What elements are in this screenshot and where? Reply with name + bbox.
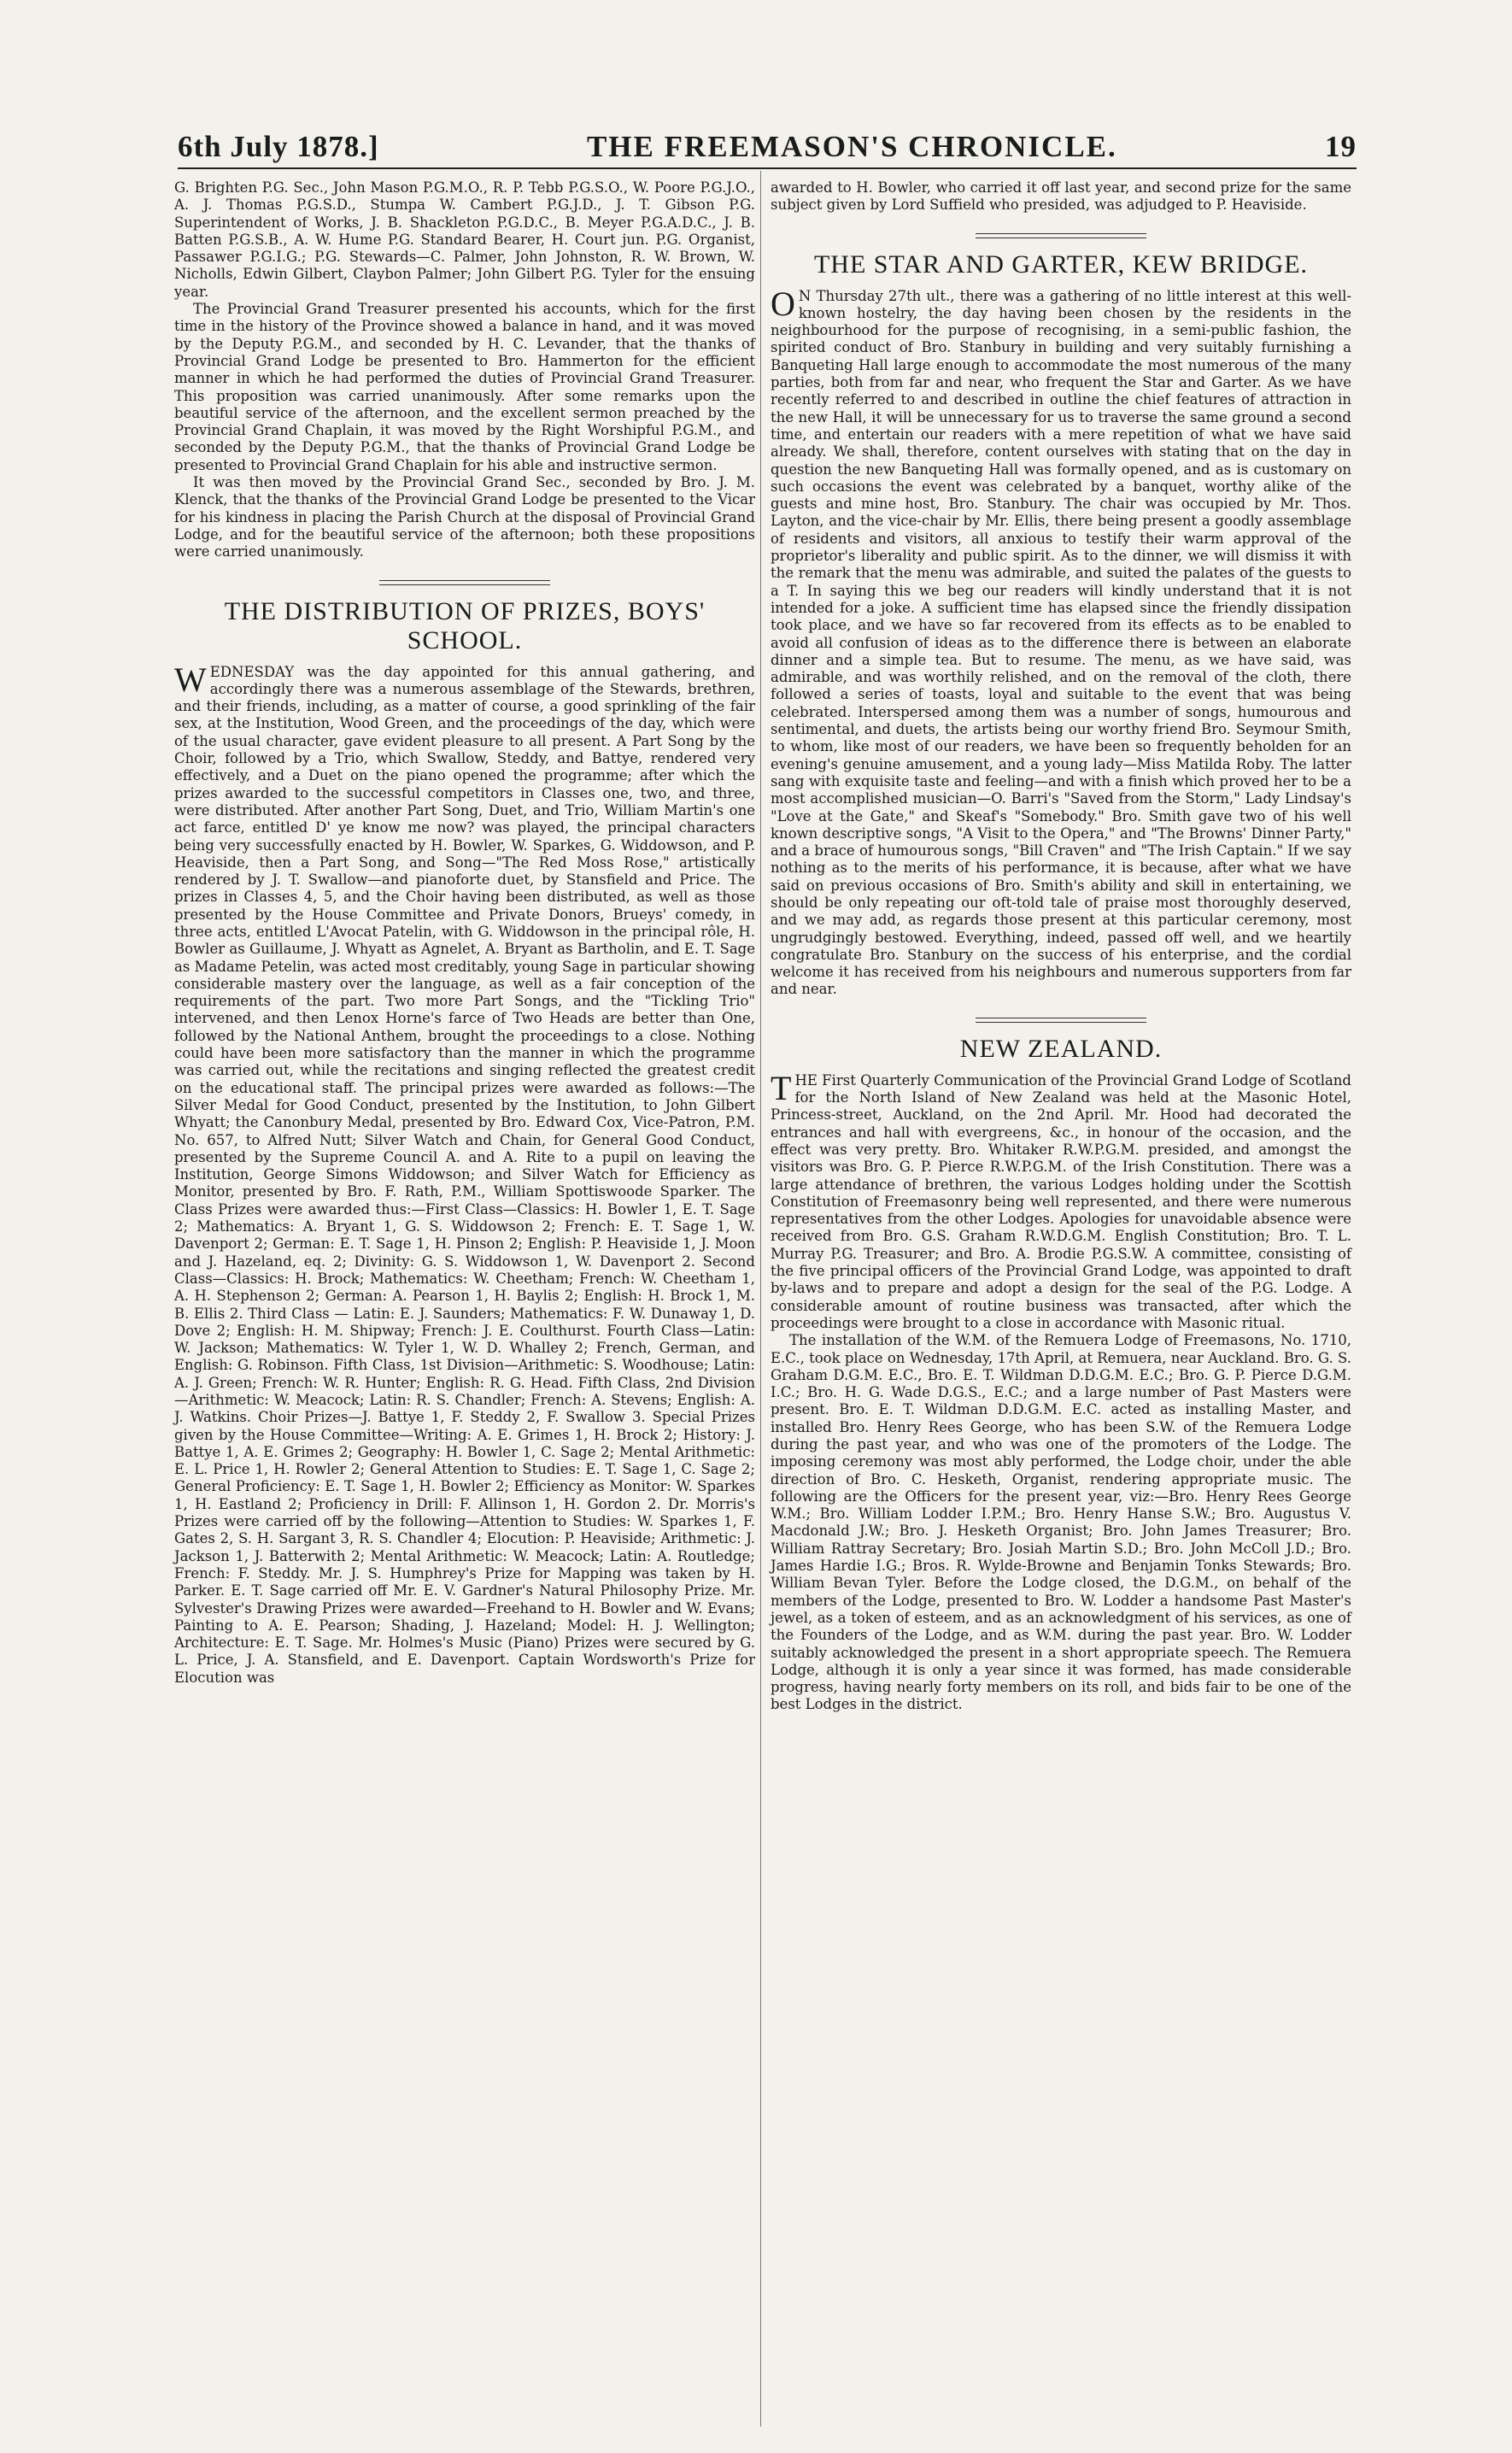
section-separator xyxy=(976,233,1146,238)
prizes-text: EDNESDAY was the day appointed for this annual gathering, and accordingly there was a numerous assemblage of the Stewards, brethren, and their friends, including, as a matter of course, a good sprinkling of the fair sex, at the Institution, Wood Green, and the proceedings of the day, which were of the usual character, gave evident pleasure to all present. A Part Song by the Choir, followed by a Trio, which Swallow, Steddy, and Battye, rendered very effectively, and a Duet on the piano opened the programme; after which the prizes awarded to the successful competitors in Classes one, two, and three, were distributed. After another Part Song, Duet, and Trio, William Martin's one act farce, entitled D' ye know me now? was played, the principal characters being very successfully enacted by H. Bowler, W. Sparkes, G. Widdowson, and P. Heaviside, then a Part Song, and Song—"The Red Moss Rose," artistically rendered by J. T. Swallow—and pianoforte duet, by Stansfield and Price. The prizes in Classes 4, 5, and the Choir having been distributed, as well as those presented by the House Committee and Private Donors, Brueys' comedy, in three acts, entitled L'Avocat Patelin, with G. Widdowson in the principal rôle, H. Bowler as Guillaume, J. Whyatt as Agnelet, A. Bryant as Bartholin, and E. T. Sage as Madame Petelin, was acted most creditably, young Sage in particular showing considerable mastery over the language, as well as a fair conception of the requirements of the part. Two more Part Songs, and the "Tickling Trio" intervened, and then Lenox Horne's farce of Two Heads are better than One, followed by the National Anthem, brought the proceedings to a close. Nothing could have been more satisfactory than the manner in which the programme was carried out, while the recitations and singing reflected the greatest credit on the educational staff. The principal prizes were awarded as follows:—The Silver Medal for Good Conduct, presented by the Institution, to John Gilbert Whyatt; the Canonbury Medal, presented by Bro. Edward Cox, Vice-Patron, P.M. No. 657, to Alfred Nutt; Silver Watch and Chain, for General Good Conduct, presented by the Supreme Council A. and A. Rite to a pupil on leaving the Institution, George Simons Widdowson; and Silver Watch for Efficiency as Monitor, presented by Bro. F. Rath, P.M., William Spottiswoode Sparker. The Class Prizes were awarded thus:—First Class—Classics: H. Bowler 1, E. T. Sage 2; Mathematics: A. Bryant 1, G. S. Widdowson 2; French: E. T. Sage 1, W. Davenport 2; German: E. T. Sage 1, H. Pinson 2; English: P. Heaviside 1, J. Moon and J. Hazeland, eq. 2; Divinity: G. S. Widdowson 1, W. Davenport 2. Second Class—Classics: H. Brock; Mathematics: W. Cheetham; French: W. Cheetham 1, A. H. Stephenson 2; German: A. Pearson 1, H. Baylis 2; English: H. Brock 1, M. B. Ellis 2. Third Class — Latin: E. J. Saunders; Mathematics: F. W. Dunaway 1, D. Dove 2; English: H. M. Shipway; French: J. E. Coulthurst. Fourth Class—Latin: W. Jackson; Mathematics: W. Tyler 1, W. D. Whalley 2; French, German, and English: G. Robinson. Fifth Class, 1st Division—Arithmetic: S. Woodhouse; Latin: A. J. Green; French: W. R. Hunter; English: R. G. Head. Fifth Class, 2nd Division—Arithmetic: W. Meacock; Latin: R. S. Chandler; French: A. Stevens; English: A. J. Watkins. Choir Prizes—J. Battye 1, F. Steddy 2, F. Swallow 3. Special Prizes given by the House Committee—Writing: A. E. Grimes 1, H. Brock 2; History: J. Battye 1, A. E. Grimes 2; Geography: H. Bowler 1, C. Sage 2; Mental Arithmetic: E. L. Price 1, H. Rowler 2; General Attention to Studies: E. T. Sage 1, C. Sage 2; General Proficiency: E. T. Sage 1, H. Bowler 2; Efficiency as Monitor: W. Sparkes 1, H. Eastland 2; Proficiency in Drill: F. Allinson 1, H. Gordon 2. Dr. Morris's Prizes were carried off by the following—Attention to Studies: W. Sparkes 1, F. Gates 2, S. H. Sargant 3, R. S. Chandler 4; Elocution: P. Heaviside; Arithmetic: J. Jackson 1, J. Batterwith 2; Mental Arithmetic: W. Meacock; Latin: A. Routledge; French: F. Steddy. Mr. J. S. Humphrey's Prize for Mapping was taken by H. Parker. E. T. Sage carried off Mr. E. V. Gardner's Natural Philosophy Prize. Mr. Sylvester's Drawing Prizes were awarded—Freehand to H. Bowler and W. Evans; Painting to A. E. Pearson; Shading, J. Hazeland; Model: H. J. Wellington; Architecture: E. T. Sage. Mr. Holmes's Music (Piano) Prizes were secured by G. L. Price, J. A. Stansfield, and E. Davenport. Captain Wordsworth's Prize for Elocution was xyxy=(174,663,755,1686)
remuera-paragraph: The installation of the W.M. of the Remuera Lodge of Freemasons, No. 1710, E.C., took place on Wednesday, 17th April, at Remuera, near Auckland. Bro. G. S. Graham D.G.M. E.C., Bro. E. T. Wildman D.D.G.M. E.C.; Bro. G. P. Pierce D.G.M. I.C.; Bro. H. G. Wade D.G.S., E.C.; and a large number of Past Masters were present. Bro. E. T. Wildman D.D.G.M. E.C. acted as installing Master, and installed Bro. Henry Rees George, who has been S.W. of the Remuera Lodge during the past year, and who was one of the promoters of the Lodge. The imposing ceremony was most ably performed, the Lodge choir, under the able direction of Bro. C. Hesketh, Organist, rendering appropriate music. The following are the Officers for the present year, viz:—Bro. Henry Rees George W.M.; Bro. William Lodder I.P.M.; Bro. Henry Hanse S.W.; Bro. Augustus V. Macdonald J.W.; Bro. J. Hesketh Organist; Bro. John James Treasurer; Bro. William Rattray Secretary; Bro. Josiah Martin S.D.; Bro. John McColl J.D.; Bro. James Hardie I.G.; Bros. R. Wylde-Browne and Benjamin Tonks Stewards; Bro. William Bevan Tyler. Before the Lodge closed, the D.G.M., on behalf of the members of the Lodge, presented to Bro. W. Lodder a handsome Past Master's jewel, as a token of esteem, and as an acknowledgment of his services, as one of the Founders of the Lodge, and as W.M. during the past year. Bro. W. Lodder suitably acknowledged the present in a short appropriate speech. The Remuera Lodge, although it is only a year since it was formed, has made considerable progress, having nearly forty members on its roll, and bids fair to be one of the best Lodges in the district. xyxy=(771,1332,1351,1713)
section-separator xyxy=(976,1018,1146,1023)
publication-title: THE FREEMASON'S CHRONICLE. xyxy=(586,130,1117,163)
header-rule xyxy=(178,167,1357,169)
page-header xyxy=(178,130,1357,164)
prizes-paragraph xyxy=(174,660,755,1687)
drop-cap: O xyxy=(771,284,795,323)
left-column xyxy=(174,179,755,1687)
star-garter-heading: THE STAR AND GARTER, KEW BRIDGE. xyxy=(813,249,1309,279)
star-garter-paragraph xyxy=(771,284,1351,999)
new-zealand-heading: NEW ZEALAND. xyxy=(959,1034,1163,1063)
drop-cap: T xyxy=(771,1068,792,1107)
continuation-paragraph: awarded to H. Bowler, who carried it off last year, and second prize for the same subject given by Lord Suffield who presided, was adjudged to P. Heaviside. xyxy=(771,179,1351,214)
drop-cap: W xyxy=(174,660,207,699)
star-garter-text: N Thursday 27th ult., there was a gathering of no little interest at this well-known hostelry, the day having been chosen by the residents in the neighbourhood for the purpose of recognising, in a semi-public fashion, the spirited conduct of Bro. Stanbury in building and very suitably furnishing a Banqueting Hall large enough to accommodate the most numerous of the many parties, both from far and near, who frequent the Star and Garter. As we have recently referred to and described in outline the chief features of attraction in the new Hall, it will be unnecessary for us to traverse the same ground a second time, and entertain our readers with a mere repetition of what we have said already. We shall, therefore, content ourselves with stating that on the day in question the new Banqueting Hall was formally opened, and as is customary on such occasions the event was celebrated by a banquet, worthy alike of the guests and mine host, Bro. Stanbury. The chair was occupied by Mr. Thos. Layton, and the vice-chair by Mr. Ellis, there being present a goodly assemblage of residents and visitors, all anxious to testify their warm approval of the proprietor's liberality and public spirit. As to the dinner, we will dismiss it with the remark that the menu was admirable, and suited the palates of the guests to a T. In saying this we beg our readers will kindly understand that it is not intended for a joke. A sufficient time has elapsed since the friendly dissipation took place, and we have so far recovered from its effects as to be enabled to avoid all confusion of ideas as to the difference there is between an elaborate dinner and a simple tea. But to resume. The menu, as we have said, was admirable, and was worthily relished, and on the removal of the cloth, there followed a series of toasts, loyal and suitable to the event that was being celebrated. Interspersed among them was a number of songs, humourous and sentimental, and duets, the artists being our worthy friend Bro. Seymour Smith, to whom, like most of our readers, we have been so frequently beholden for an evening's genuine amusement, and a young lady—Miss Matilda Roby. The latter sang with exquisite taste and feeling—and with a finish which proved her to be a most accomplished musician—O. Barri's "Saved from the Storm," Lady Lindsay's "Love at the Gate," and Skeaf's "Somebody." Bro. Smith gave two of his well known descriptive songs, "A Visit to the Opera," and "The Browns' Dinner Party," and a brace of humourous songs, "Bill Craven" and "The Irish Captain." If we say nothing as to the merits of his performance, it is because, after what we have said on previous occasions of Bro. Smith's ability and skill in entertaining, we should be only repeating our oft-told tale of praise most thoroughly deserved, and we may add, as regards those present at this particular ceremony, most ungrudgingly bestowed. Everything, indeed, passed off well, and we heartily congratulate Bro. Stanbury on the success of his enterprise, and the cordial welcome it has received from his neighbours and numerous supporters from far and near. xyxy=(771,287,1351,998)
issue-date: 6th July 1878.] xyxy=(178,130,379,163)
vicar-paragraph: It was then moved by the Provincial Grand Sec., seconded by Bro. J. M. Klenck, that the thanks of the Provincial Grand Lodge be presented to the Vicar for his kindness in placing the Parish Church at the disposal of Provincial Grand Lodge, and for the beautiful service of the afternoon; both these propositions were carried unanimously. xyxy=(174,474,755,560)
right-column xyxy=(771,179,1351,1714)
page-number: 19 xyxy=(1325,130,1357,163)
officers-paragraph: G. Brighten P.G. Sec., John Mason P.G.M.O., R. P. Tebb P.G.S.O., W. Poore P.G.J.O., A. J. Thomas P.G.S.D., Stumpa W. Cambert P.G.J.D., J. T. Gibson P.G. Superintendent of Works, J. B. Shackleton P.G.D.C., B. Meyer P.G.A.D.C., J. B. Batten P.G.S.B., A. W. Hume P.G. Standard Bearer, H. Court jun. P.G. Organist, Passawer P.G.I.G.; P.G. Stewards—C. Palmer, John Johnston, R. W. Brown, W. Nicholls, Edwin Gilbert, Claybon Palmer; John Gilbert P.G. Tyler for the ensuing year. xyxy=(174,179,755,300)
new-zealand-text: HE First Quarterly Communication of the Provincial Grand Lodge of Scotland for the North Island of New Zealand was held at the Masonic Hotel, Princess-street, Auckland, on the 2nd April. Mr. Hood had decorated the entrances and hall with evergreens, &c., in honour of the occasion, and the effect was very pretty. Bro. Whitaker R.W.P.G.M. presided, and amongst the visitors was Bro. G. P. Pierce R.W.P.G.M. of the Irish Constitution. There was a large attendance of brethren, the various Lodges holding under the Scottish Constitution of Freemasonry being well represented, and there were numerous representatives from the other Lodges. Apologies for unavoidable absence were received from Bro. G.S. Graham R.W.D.G.M. English Constitution; Bro. T. L. Murray P.G. Treasurer; and Bro. A. Brodie P.G.S.W. A committee, consisting of the five principal officers of the Provincial Grand Lodge, was appointed to draft by-laws and to prepare and adopt a design for the seal of the P.G. Lodge. A considerable amount of routine business was transacted, after which the proceedings were brought to a close in accordance with Masonic ritual. xyxy=(771,1071,1351,1331)
prizes-heading: THE DISTRIBUTION OF PRIZES, BOYS' SCHOOL. xyxy=(224,596,706,654)
treasurer-paragraph: The Provincial Grand Treasurer presented his accounts, which for the first time in the history of the Province showed a balance in hand, and it was moved by the Deputy P.G.M., and seconded by H. C. Levander, that the thanks of Provincial Grand Lodge be presented to Bro. Hammerton for the efficient manner in which he had performed the duties of Provincial Grand Treasurer. This proposition was carried unanimously. After some remarks upon the beautiful service of the afternoon, and the excellent sermon preached by the Provincial Grand Chaplain, it was moved by the Right Worshipful P.G.M., and seconded by the Deputy P.G.M., that the thanks of Provincial Grand Lodge be presented to Provincial Grand Chaplain for his able and instructive sermon. xyxy=(174,301,755,473)
column-divider xyxy=(760,171,761,2427)
new-zealand-paragraph xyxy=(771,1068,1351,1332)
section-separator xyxy=(379,580,550,585)
